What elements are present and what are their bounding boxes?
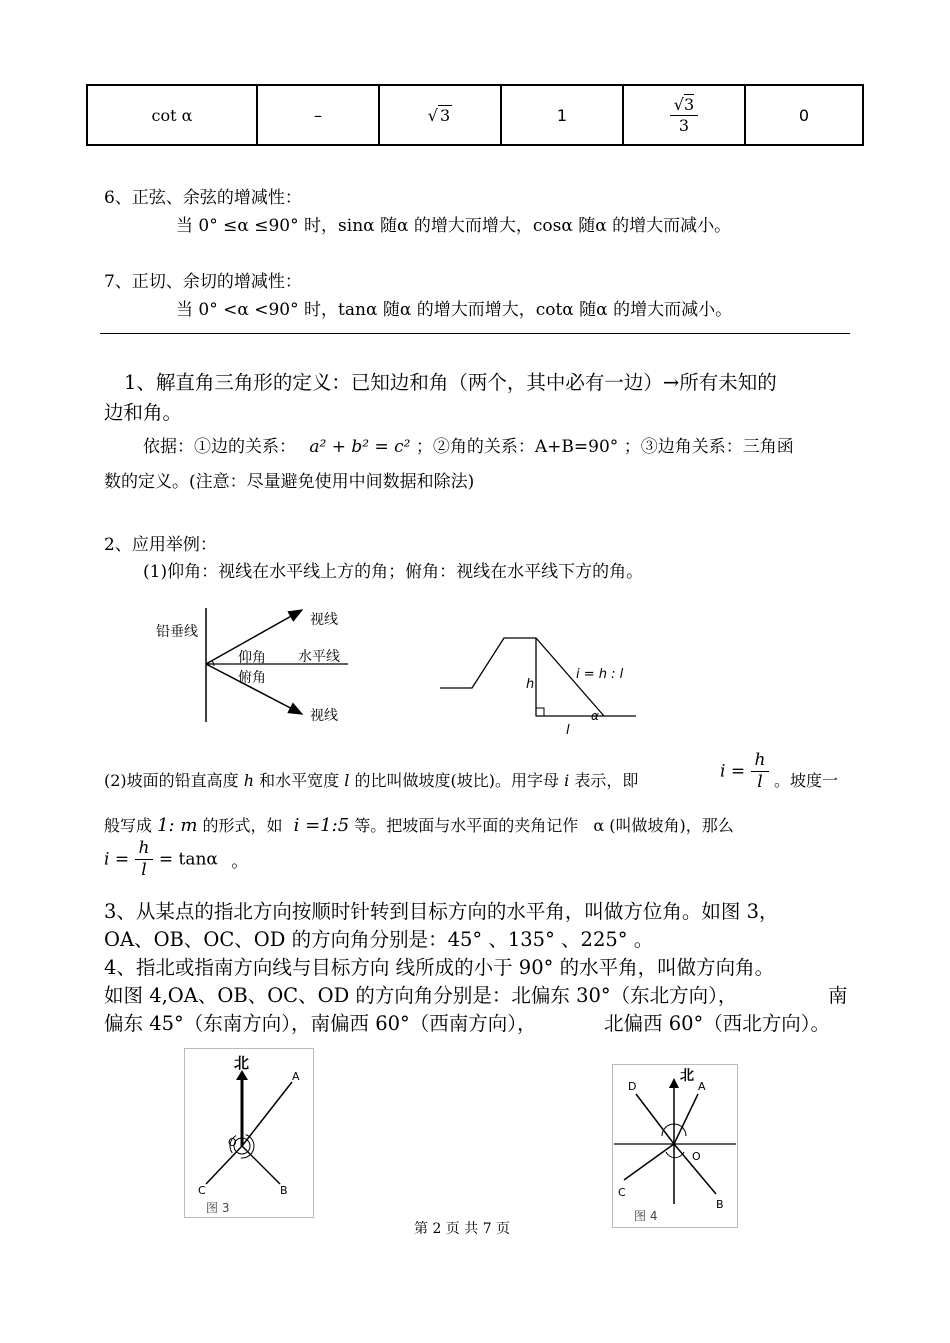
cot-value-table — [86, 84, 864, 146]
term-depression: 俯角 — [405, 562, 440, 582]
section6-body: 当 0° ≤α ≤90° 时，sinα 随α 的增大而增大，cosα 随α 的增大而减小。 — [176, 216, 732, 236]
fraction-numerator: h — [751, 752, 770, 772]
slope-figure — [436, 630, 646, 742]
slope-text: 等。把坡面与水平面的夹角记作 — [354, 816, 579, 835]
basis-line2: 数的定义。(注意：尽量避免使用中间数据和除法) — [104, 472, 475, 492]
slope-text: 的比叫做 — [354, 771, 419, 790]
term-slope: 坡度 — [418, 771, 451, 790]
cot-value-90: – — [314, 105, 322, 125]
definition-line2: 边和角。 — [104, 401, 183, 424]
label-a: A — [698, 1080, 706, 1093]
label-north: 北 — [680, 1068, 694, 1084]
label-h: h — [526, 677, 535, 692]
fraction-numerator: √3 — [670, 97, 698, 116]
fraction-denominator: l — [141, 860, 147, 880]
fraction-sqrt3-over-3 — [670, 94, 698, 135]
right-angle-mark — [536, 708, 544, 716]
tan-alpha: = tanα — [158, 849, 218, 870]
table-row — [87, 85, 863, 145]
table-cell — [257, 85, 379, 145]
var-alpha: α — [593, 816, 605, 835]
desc-depression: ：视线在水平线下方的角。 — [439, 562, 644, 582]
caption: 图 4 — [634, 1209, 658, 1223]
table-cell — [745, 85, 863, 145]
section7-title: 7、正切、余切的增减性： — [104, 272, 302, 292]
slope-text: (2)坡面的铅直高度 — [104, 771, 239, 790]
term-slope-angle: 坡角 — [647, 816, 680, 835]
label-o: O — [228, 1136, 237, 1149]
label-alpha: α — [591, 709, 599, 723]
label-elevation: 仰角 — [238, 650, 266, 666]
fraction-denominator: 3 — [678, 115, 690, 135]
desc-elevation: ：视线在水平线上方的角； — [201, 562, 406, 582]
section3-line1: 3、从某点的指北方向按顺时针转到目标方向的水平角，叫做方位角。如图 3， — [104, 900, 779, 923]
elevation-depression-def — [143, 557, 643, 582]
slope-tan-formula: i = $\frac{h}{l}$ = tanα 。 — [104, 838, 249, 880]
examples-title: 2、应用举例： — [104, 535, 217, 555]
label-o: O — [692, 1150, 701, 1163]
basis-label: 依据：①边的关系： — [143, 437, 296, 457]
slope-text: (叫做 — [609, 816, 648, 835]
section4-line3: 偏东 45°（东南方向），南偏西 60°（西南方向）， — [104, 1012, 537, 1035]
fraction-h-over-l — [135, 840, 154, 879]
label-depression: 俯角 — [238, 670, 266, 686]
label-b: B — [716, 1198, 724, 1211]
var-h: h — [243, 771, 255, 790]
divider — [100, 333, 850, 334]
figure-3-bearing-angles — [184, 1048, 314, 1218]
label-b: B — [280, 1184, 288, 1197]
label-slope-ratio: i = h : l — [576, 667, 624, 682]
cot-value-45: 1 — [556, 105, 568, 125]
var-i: i — [564, 771, 570, 790]
item-number: (1) — [143, 562, 168, 582]
label-sight-top: 视线 — [310, 612, 338, 628]
var-i: i — [720, 761, 726, 782]
label-sight-bottom: 视线 — [310, 708, 338, 724]
slope-text: (坡比)。用字母 — [450, 771, 560, 790]
fraction-h-over-l — [751, 752, 770, 791]
section3-line2: OA、OB、OC、OD 的方向角分别是：45° 、135° 、225° 。 — [104, 928, 654, 951]
cot-label: cot α — [151, 105, 193, 125]
label-north: 北 — [234, 1054, 250, 1072]
table-cell — [379, 85, 501, 145]
term-elevation: 仰角 — [167, 562, 202, 582]
basis-line — [143, 432, 794, 457]
section4-line1: 4、指北或指南方向线与目标方向 线所成的小于 90° 的水平角，叫做方向角。 — [104, 956, 775, 979]
section4-line2: 如图 4,OA、OB、OC、OD 的方向角分别是：北偏东 30°（东北方向）， — [104, 984, 738, 1007]
fraction-numerator: h — [135, 840, 154, 860]
table-cell — [623, 85, 745, 145]
elevation-depression-figure — [150, 600, 360, 730]
slope-text: 表示，即 — [574, 771, 639, 790]
label-c: C — [198, 1184, 206, 1197]
var-i: i — [104, 849, 110, 870]
label-plumb: 铅垂线 — [156, 624, 198, 640]
period: 。 — [231, 852, 249, 872]
pythagorean-formula: a² + b² = c² — [309, 437, 411, 457]
fraction-denominator: l — [757, 772, 763, 792]
label-horizontal: 水平线 — [298, 649, 340, 665]
slope-text-end: 。坡度一 — [774, 771, 839, 790]
page-footer: 第 2 页 共 7 页 — [414, 1221, 511, 1237]
sqrt-three: √ 3 — [427, 105, 451, 125]
slope-text: )，那么 — [679, 816, 734, 835]
slope-line2 — [104, 813, 734, 836]
label-l: l — [566, 723, 570, 738]
ratio-form: 1: m — [157, 815, 198, 836]
basis-rest: ；②角的关系：A+B=90° ；③边角关系：三角函 — [415, 437, 794, 457]
slope-text: 和水平宽度 — [259, 771, 340, 790]
slope-formula: i = $\frac{h}{l}$ — [720, 752, 769, 791]
label-d: D — [628, 1080, 637, 1093]
label-c: C — [618, 1186, 626, 1199]
section4-line3-tail: 北偏西 60°（西北方向）。 — [604, 1012, 831, 1035]
figure-4-direction-angles — [612, 1064, 738, 1228]
definition-line1: 1、解直角三角形的定义：已知边和角（两个，其中必有一边）→所有未知的 — [124, 371, 777, 394]
slope-text: 的形式，如 — [202, 816, 283, 835]
section7-body: 当 0° <α <90° 时，tanα 随α 的增大而增大，cotα 随α 的增大而减小。 — [176, 300, 733, 320]
ratio-example: i =1:5 — [293, 815, 350, 836]
slope-text: 般写成 — [104, 816, 153, 835]
caption: 图 3 — [206, 1201, 230, 1215]
cot-value-0: 0 — [798, 105, 810, 125]
table-label-cell — [87, 85, 257, 145]
var-l: l — [344, 771, 350, 790]
sqrt-radicand: 3 — [684, 94, 695, 114]
section4-line2-tail: 南 — [828, 984, 848, 1007]
sqrt-radicand: 3 — [440, 105, 451, 125]
section6-title: 6、正弦、余弦的增减性： — [104, 188, 302, 208]
slope-line1 — [104, 768, 638, 791]
label-a: A — [292, 1070, 300, 1083]
table-cell — [501, 85, 623, 145]
